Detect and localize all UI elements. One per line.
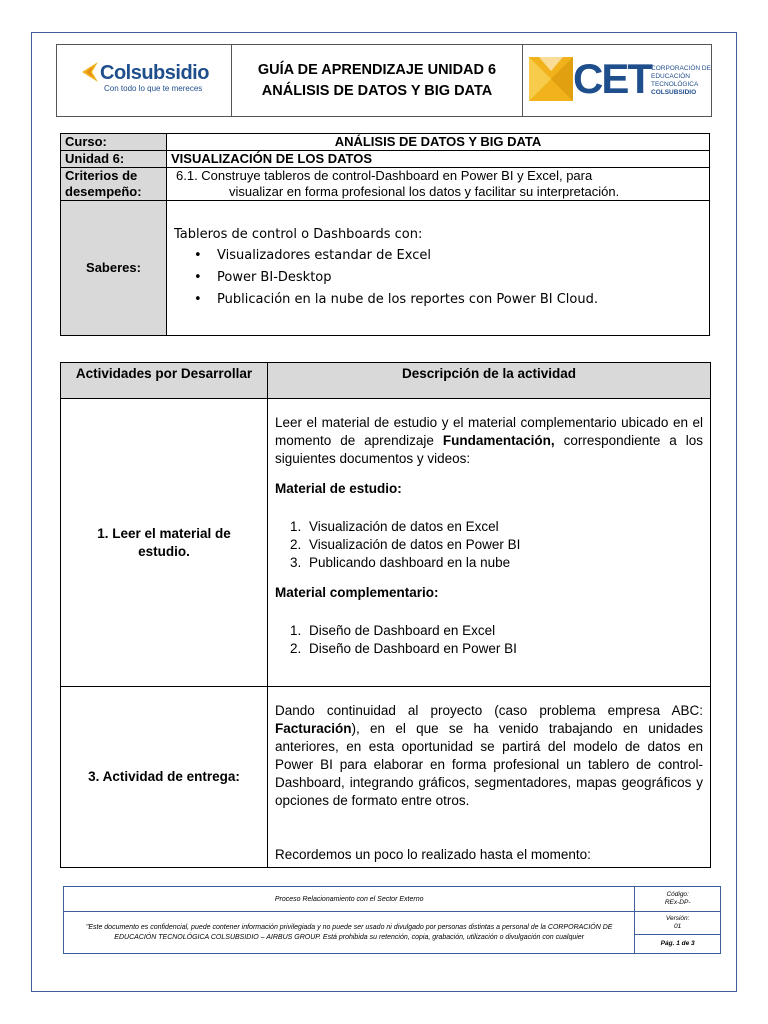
activities-header-row: [61, 363, 711, 399]
list-item: 2. Visualización de datos en Power BI: [305, 536, 703, 554]
activity-3-title: 3. Actividad de entrega:: [61, 687, 268, 868]
activities-table: [60, 362, 711, 868]
saberes-list: [174, 245, 703, 311]
criterios-label-line-1: Criterios de: [65, 168, 138, 183]
para-text-end: ), en el que se ha venido trabajando en unidades anteriores, en esta oportunidad se partirá del modelo de datos en Power BI para elaborar en forma profesional un tablero de control-Dashboard, integrando gráficos, segmentadores, mapas geográficos y opciones de formato entre otros.: [275, 721, 703, 808]
cet-brand: CET: [573, 54, 651, 102]
complementario-list: [275, 622, 703, 658]
criterios-value-line-2: visualizar en forma profesional los datos y facilitar su interpretación.: [229, 184, 620, 199]
estudio-list: [275, 518, 703, 572]
activities-col-header: Actividades por Desarrollar: [61, 363, 268, 399]
version-label: Versión:: [665, 915, 690, 922]
list-item: 1. Diseño de Dashboard en Excel: [305, 622, 703, 640]
criterios-value-line-1: 6.1. Construye tableros de control-Dashboard en Power BI y Excel, para: [176, 168, 593, 183]
colsubsidio-logo: [57, 45, 232, 117]
description-col-header: Descripción de la actividad: [268, 363, 711, 399]
criterios-label-line-2: desempeño:: [65, 184, 142, 199]
curso-value: ANÁLISIS DE DATOS Y BIG DATA: [167, 134, 710, 151]
footer-codigo: [635, 887, 721, 912]
footer-process: Proceso Relacionamiento con el Sector Externo: [64, 887, 635, 912]
cet-mark-icon: [529, 57, 573, 101]
activity-3-description: [268, 687, 711, 868]
colsubsidio-brand: Colsubsidio: [100, 62, 209, 84]
codigo-value: REx-DP-: [664, 899, 691, 906]
document-footer: [63, 886, 721, 954]
course-info-table: [60, 133, 710, 336]
colsubsidio-mark-icon: [78, 60, 102, 84]
cet-subtitle-line-1: CORPORACIÓN DE: [651, 64, 711, 72]
estudio-heading: Material de estudio:: [275, 481, 402, 496]
cet-subtitle: [651, 65, 731, 97]
footer-disclaimer: "Este documento es confidencial, puede contener información privilegiada y no puede ser usado ni divulgado por personas distintas a personal de la CORPORACIÓN DE EDUCACIÓN TECNOLÓGICA COLSUBSIDIO – AIRBUS GROUP. Está prohibida su retención, copia, grabación, utilización o divulgación con cualquier: [64, 912, 635, 954]
intro-text-end: correspondiente a los siguientes documentos y videos:: [275, 433, 703, 466]
criterios-value: [167, 168, 710, 201]
unidad-row: [61, 151, 710, 168]
saberes-content: [167, 201, 710, 336]
cet-subtitle-line-2: EDUCACIÓN TECNOLÓGICA: [651, 72, 699, 88]
activity-1-title: 1. Leer el material de estudio.: [61, 399, 268, 687]
curso-label: Curso:: [61, 134, 167, 151]
criterios-row: [61, 168, 710, 201]
list-item: 3. Publicando dashboard en la nube: [305, 554, 703, 572]
document-header: [56, 44, 712, 117]
intro-bold: Fundamentación,: [442, 433, 555, 448]
list-item: 2. Diseño de Dashboard en Power BI: [305, 640, 703, 658]
table-row: [61, 399, 711, 687]
complementario-heading: Material complementario:: [275, 585, 439, 600]
title-line-2: ANÁLISIS DE DATOS Y BIG DATA: [261, 82, 493, 99]
codigo-label: Código:: [666, 891, 689, 898]
cet-subtitle-line-3: COLSUBSIDIO: [651, 88, 697, 96]
para-text: Dando continuidad al proyecto (caso problema empresa ABC:: [275, 703, 703, 718]
saberes-label: Saberes:: [61, 201, 167, 336]
activity-1-description: [268, 399, 711, 687]
criterios-label: [61, 168, 167, 201]
para-bold: Facturación: [275, 721, 352, 736]
footer-page-number: Pág. 1 de 3: [635, 935, 721, 954]
list-item: • Power BI-Desktop: [194, 267, 703, 289]
footer-version: [635, 912, 721, 935]
list-item: • Publicación en la nube de los reportes con Power BI Cloud.: [194, 289, 703, 311]
activity-3-paragraph: [275, 702, 703, 810]
document-title: [232, 45, 523, 117]
unidad-value: VISUALIZACIÓN DE LOS DATOS: [167, 151, 710, 168]
curso-row: [61, 134, 710, 151]
colsubsidio-slogan: Con todo lo que te mereces: [104, 84, 203, 93]
cet-logo: [523, 45, 712, 117]
unidad-label: Unidad 6:: [61, 151, 167, 168]
activity-3-recap: Recordemos un poco lo realizado hasta el momento:: [275, 847, 591, 862]
title-line-1: GUÍA DE APRENDIZAJE UNIDAD 6: [257, 61, 497, 78]
table-row: [61, 687, 711, 868]
list-item: 1. Visualización de datos en Excel: [305, 518, 703, 536]
list-item: • Visualizadores estandar de Excel: [194, 245, 703, 267]
intro-text: Leer el material de estudio y el material complementario ubicado en el momento de aprendizaje: [275, 415, 703, 448]
version-value: 01: [674, 923, 682, 930]
saberes-row: [61, 201, 710, 336]
activity-1-intro: [275, 414, 703, 468]
saberes-intro: Tableros de control o Dashboards con:: [174, 227, 423, 242]
